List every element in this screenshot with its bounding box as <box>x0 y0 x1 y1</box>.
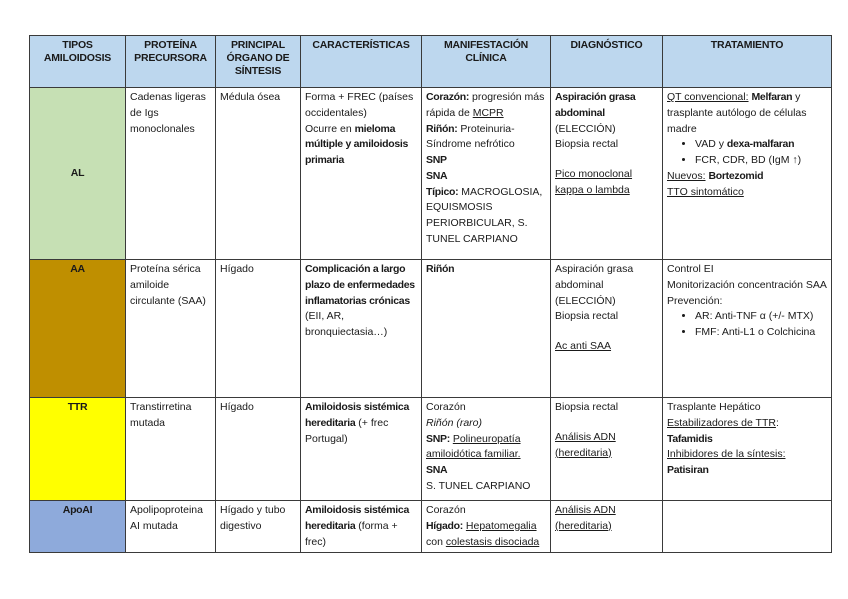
diag-aa-l2: (ELECCIÓN) <box>555 294 616 307</box>
organ-aa: Hígado <box>216 260 301 398</box>
treat-al-nuevos-drug: Bortezomid <box>708 169 764 182</box>
char-aa-bold: Complicación a largo plazo de enfermedades inflamatorias crónicas <box>305 263 415 307</box>
header-caracteristicas: CARACTERÍSTICAS <box>301 36 422 88</box>
diag-al-l2: (ELECCIÓN) <box>555 122 616 135</box>
treat-aa-l2: Monitorización concentración SAA <box>667 278 827 291</box>
diag-al-l4[interactable]: Pico monoclonal kappa o lambda <box>555 168 633 196</box>
header-diagnostico: DIAGNÓSTICO <box>551 36 663 88</box>
char-al-l2b: mieloma múltiple y amiloidosis primaria <box>305 122 409 166</box>
diag-aa-l1: Aspiración grasa abdominal <box>555 263 634 291</box>
treat-aa <box>663 260 832 398</box>
clin-ttr-l5: S. TUNEL CARPIANO <box>426 479 531 492</box>
clin-al-tipico-label: Típico: <box>426 185 459 198</box>
treat-ttr-l4[interactable]: Inhibidores de la síntesis: <box>667 448 786 461</box>
clin-al-corazon-label: Corazón: <box>426 91 470 103</box>
char-ttr-bold: Amiloidosis sistémica hereditaria <box>305 401 409 429</box>
organ-apoai: Hígado y tubo digestivo <box>216 501 301 553</box>
clin-al-rinon-text: Proteinuria-Síndrome nefrótico <box>426 122 515 151</box>
clin-al-sna: SNA <box>426 169 448 182</box>
type-apoai: ApoAI <box>30 501 126 553</box>
clin-apoai-h-link2[interactable]: colestasis disociada <box>445 535 540 548</box>
treat-aa-l3: Prevención: <box>667 294 723 307</box>
char-apoai-tail: (forma + frec) <box>305 519 398 548</box>
char-ttr-tail: (+ frec Portugal) <box>305 416 389 445</box>
treat-al-li2: • FCR, CDR, BD (IgM ↑) <box>695 153 827 169</box>
char-al-l2a: Ocurre en <box>305 122 355 135</box>
clin-ttr-l1: Corazón <box>426 401 466 413</box>
treat-aa-li1: • AR: Anti-TNF α (+/- MTX) <box>695 309 827 325</box>
clin-al-tipico-text: MACROGLOSIA, EQUISMOSIS PERIORBICULAR, S. TUNEL CARPIANO <box>426 185 543 245</box>
clin-ttr-snp-link[interactable]: Polineuropatía amiloidótica familiar. <box>426 432 521 461</box>
char-apoai-bold: Amiloidosis sistémica hereditaria <box>305 504 409 532</box>
treat-aa-l1: Control EI <box>667 263 714 275</box>
diag-apoai <box>551 501 663 553</box>
diag-al-l3: Biopsia rectal <box>555 138 619 151</box>
treat-ttr-l3: Tafamidis <box>667 432 713 445</box>
protein-apoai: Apolipoproteina AI mutada <box>126 501 216 553</box>
protein-al: Cadenas ligeras de Igs monoclonales <box>126 88 216 260</box>
clin-ttr-sna: SNA <box>426 464 448 476</box>
char-apoai <box>301 501 422 553</box>
clin-apoai-h-link1[interactable]: Hepatomegalia <box>465 519 537 532</box>
diag-al <box>551 88 663 260</box>
treat-al-tto[interactable]: TTO sintomático <box>667 185 744 198</box>
treat-al-li1b: dexa-malfaran <box>726 138 795 151</box>
diag-aa <box>551 260 663 398</box>
type-al: AL <box>30 88 126 260</box>
diag-aa-l3: Biopsia rectal <box>555 310 619 323</box>
treat-al-qt-tail: y trasplante autólogo de células madre <box>667 91 807 135</box>
header-tipos: TIPOS AMILOIDOSIS <box>30 36 126 88</box>
clin-apoai-h-label: Hígado: <box>426 519 463 532</box>
treat-ttr-l5: Patisiran <box>667 464 709 476</box>
char-aa <box>301 260 422 398</box>
clin-al-corazon-text: progresión más rápida de <box>426 91 545 119</box>
header-manifestacion: MANIFESTACIÓN CLÍNICA <box>422 36 551 88</box>
treat-al <box>663 88 832 260</box>
row-ttr <box>30 398 832 501</box>
row-apoai <box>30 501 832 553</box>
diag-ttr-l2[interactable]: Análisis ADN (hereditaria) <box>555 430 616 459</box>
protein-aa: Proteína sérica amiloide circulante (SAA) <box>126 260 216 398</box>
row-al <box>30 88 832 260</box>
organ-al: Médula ósea <box>216 88 301 260</box>
diag-aa-l4[interactable]: Ac anti SAA <box>555 340 612 352</box>
char-ttr <box>301 398 422 501</box>
treat-al-nuevos-label[interactable]: Nuevos: <box>667 169 706 182</box>
header-row <box>30 36 832 88</box>
header-tratamiento: TRATAMIENTO <box>663 36 832 88</box>
type-aa: AA <box>30 260 126 398</box>
treat-ttr-l1: Trasplante Hepático <box>667 401 761 413</box>
diag-ttr <box>551 398 663 501</box>
type-ttr: TTR <box>30 398 126 501</box>
clin-aa-rinon: Riñón <box>426 263 455 275</box>
organ-ttr: Hígado <box>216 398 301 501</box>
header-organo: PRINCIPAL ÓRGANO DE SÍNTESIS <box>216 36 301 88</box>
row-aa <box>30 260 832 398</box>
char-aa-tail: (EII, AR, bronquiectasia…) <box>305 310 388 338</box>
header-proteina: PROTEÍNA PRECURSORA <box>126 36 216 88</box>
clin-al <box>422 88 551 260</box>
clin-ttr-snp-label: SNP: <box>426 432 450 445</box>
treat-al-li1 <box>695 137 827 153</box>
clin-ttr <box>422 398 551 501</box>
treat-apoai <box>663 501 832 553</box>
clin-al-mcpr-link[interactable]: MCPR <box>472 106 504 119</box>
clin-apoai <box>422 501 551 553</box>
protein-ttr: Transtirretina mutada <box>126 398 216 501</box>
treat-ttr-l2tail: : <box>775 416 779 429</box>
char-al-l1: Forma + FREC (países occidentales) <box>305 91 414 119</box>
diag-ttr-l1: Biopsia rectal <box>555 401 619 413</box>
treat-al-li1a: VAD y <box>695 138 727 151</box>
clin-aa <box>422 260 551 398</box>
amyloidosis-table <box>29 35 832 553</box>
treat-al-list <box>667 137 827 169</box>
diag-al-l1: Aspiración grasa abdominal <box>555 91 636 119</box>
treat-al-qt-drug: Melfaran <box>751 91 793 103</box>
treat-ttr-l2[interactable]: Estabilizadores de TTR <box>667 416 776 429</box>
diag-apoai-l1[interactable]: Análisis ADN (hereditaria) <box>555 504 616 532</box>
treat-aa-li2: • FMF: Anti-L1 o Colchicina <box>695 325 827 341</box>
char-al <box>301 88 422 260</box>
clin-al-snp: SNP <box>426 154 447 166</box>
treat-al-qt-label[interactable]: QT convencional: <box>667 91 749 103</box>
clin-apoai-l1: Corazón <box>426 504 466 516</box>
treat-aa-list <box>667 309 827 341</box>
clin-al-rinon-label: Riñón: <box>426 122 458 135</box>
clin-apoai-h-mid: con <box>426 535 446 548</box>
clin-ttr-l2: Riñón (raro) <box>426 416 483 429</box>
treat-ttr <box>663 398 832 501</box>
